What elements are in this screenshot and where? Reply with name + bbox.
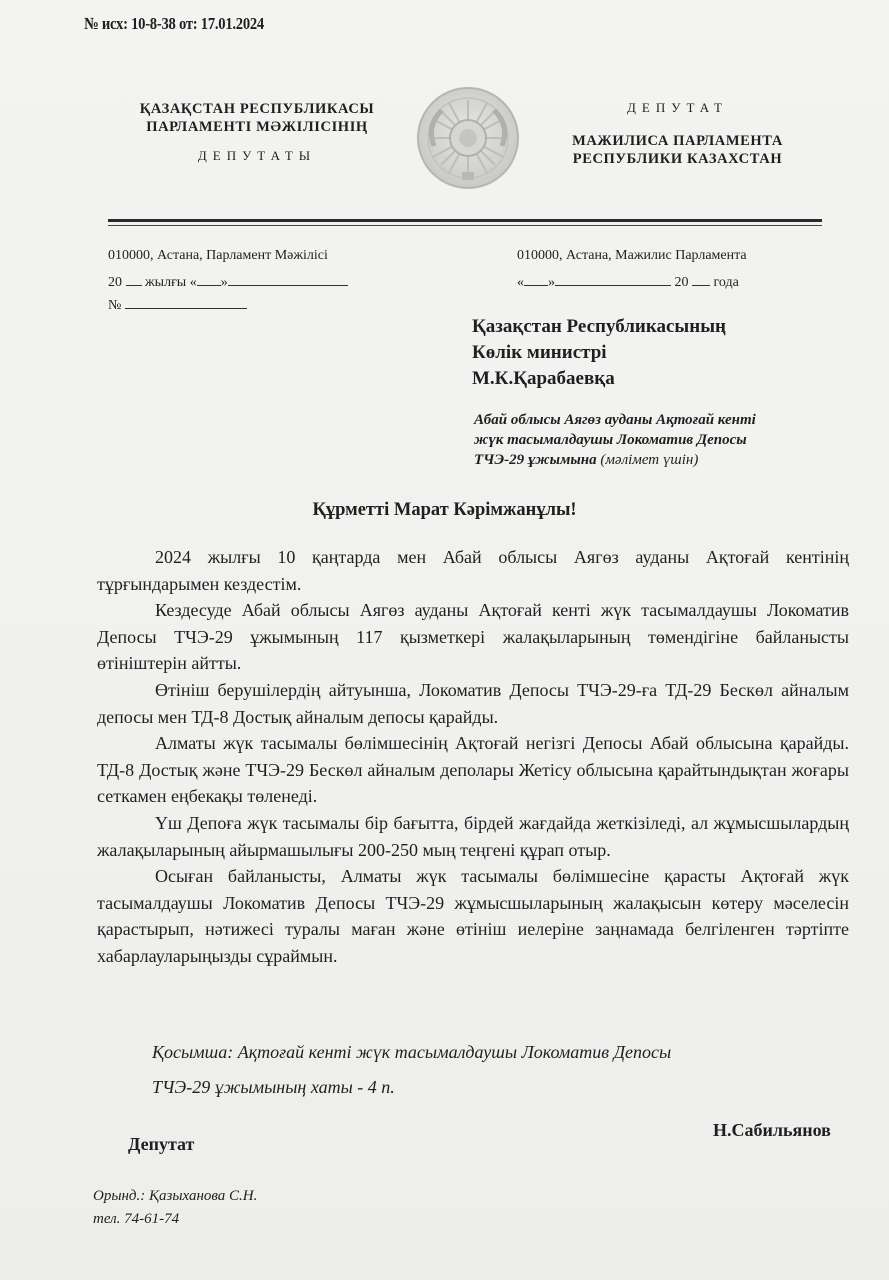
body-paragraph-1: 2024 жылғы 10 қаңтарда мен Абай облысы Аягөз ауданы Ақтоғай кентінің тұрғындарымен кездестім.: [97, 547, 849, 594]
attachment-line1: Қосымша: Ақтоғай кенті жүк тасымалдаушы Локоматив Депосы: [152, 1042, 672, 1062]
address-right: 010000, Астана, Мажилис Парламента: [517, 248, 747, 263]
header-left: [112, 100, 402, 136]
date-line-right: [517, 272, 739, 291]
cc-line1: Абай облысы Аягөз ауданы Ақтоғай кенті: [474, 412, 756, 428]
header-right-line2: РЕСПУБЛИКИ КАЗАХСТАН: [572, 151, 783, 167]
header-right-line1: МАЖИЛИСА ПАРЛАМЕНТА: [572, 133, 783, 149]
body-paragraph-4: Алматы жүк тасымалы бөлімшесінің Ақтоғай негізгі Депосы Абай облысына қарайды. ТД-8 Достық және ТЧЭ-29 Бескөл айналым деполары Жетісу облысына қарайтындықтан жоғары сеткамен еңбекақы төленеді.: [97, 733, 849, 807]
header-right-title: ДЕПУТАТ: [627, 100, 728, 115]
cc-line3: [474, 452, 698, 469]
attachment-line2: ТЧЭ-29 ұжымының хаты - 4 п.: [152, 1077, 395, 1097]
date-line-left: [108, 272, 348, 291]
header-left-line1: ҚАЗАҚСТАН РЕСПУБЛИКАСЫ: [139, 101, 375, 117]
date-right-word: года: [713, 275, 739, 290]
recipient-line2: Көлік министрі: [472, 342, 607, 363]
header-right: [550, 132, 805, 168]
header-divider-thin: [108, 225, 822, 226]
cc-line2: жүк тасымалдаушы Локоматив Депосы: [474, 432, 747, 448]
date-left-year: 20: [108, 275, 122, 290]
body-paragraph-6: Осыған байланысты, Алматы жүк тасымалы бөлімшесіне қарасты Ақтоғай жүк тасымалдаушы Локоматив Депосы ТЧЭ-29 жұмысшыларының жалақысын көтеру мәселесін қарастырып, нәтижесі туралы маған және өтініш иелеріне заңнамада белгіленген тәртіпте хабарлауларыңызды сұраймын.: [97, 866, 849, 966]
date-left-word: жылғы «: [145, 275, 197, 290]
date-right-open: «: [517, 275, 524, 290]
header-left-line2: ПАРЛАМЕНТІ МӘЖІЛІСІНІҢ: [146, 119, 368, 135]
date-right-year: 20: [674, 275, 689, 290]
header-divider-thick: [108, 219, 822, 222]
body-paragraph-2: Кездесуде Абай облысы Аягөз ауданы Ақтоғай кенті жүк тасымалдаушы Локоматив Депосы ТЧЭ-29 ұжымының 117 қызметкері жалақыларының төмендігіне байланысты өтініштерін айтты.: [97, 600, 849, 674]
salutation: Құрметті Марат Кәрімжанұлы!: [312, 500, 577, 520]
number-line-left: [108, 295, 247, 314]
recipient-line3: М.К.Қарабаевқа: [472, 368, 615, 389]
date-right-close: »: [548, 275, 555, 290]
state-emblem-icon: [416, 86, 520, 190]
outgoing-number-stamp: № исх: 10-8-38 от: 17.01.2024: [84, 14, 264, 33]
recipient-line1: Қазақстан Республикасының: [472, 316, 726, 337]
address-left: 010000, Астана, Парламент Мәжілісі: [108, 248, 328, 263]
body-paragraph-5: Үш Депоға жүк тасымалы бір бағытта, бірдей жағдайда жеткізіледі, ал жұмысшылардың жалақыларының айырмашылығы 200-250 мың теңгені құрап отыр.: [97, 812, 849, 860]
signature-title: Депутат: [128, 1134, 195, 1154]
date-left-close: »: [220, 275, 228, 290]
letter-body: [97, 544, 849, 970]
executor-name: Орынд.: Қазыханова С.Н.: [93, 1188, 258, 1204]
body-paragraph-3: Өтініш берушілердің айтуынша, Локоматив Депосы ТЧЭ-29-ға ТД-29 Бескөл айналым депосы мен ТД-8 Достық айналым депосы қарайды.: [97, 679, 849, 727]
signature-name: Н.Сабильянов: [713, 1120, 831, 1140]
executor-phone: тел. 74-61-74: [93, 1211, 180, 1227]
cc-line3-text: ТЧЭ-29 ұжымына: [474, 452, 597, 468]
header-left-title: ДЕПУТАТЫ: [197, 148, 317, 163]
cc-note: (мәлімет үшін): [600, 452, 699, 468]
number-left-label: №: [108, 298, 122, 313]
